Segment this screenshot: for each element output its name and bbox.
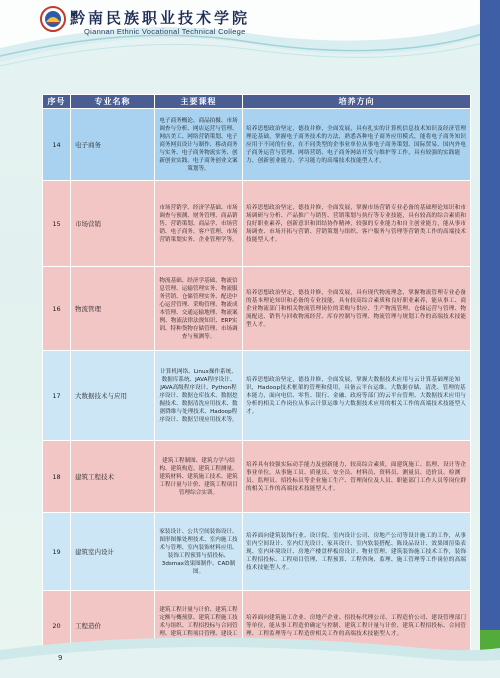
row-number: 17 xyxy=(43,351,71,441)
major-courses: 物流基础、经济学基础、物流信息管理、运输管理实务、物流服务营销、仓储管理实务、配送中心运营管理、采购管理、物流成本管理、交通运输地理、物流案例、物流法律法规知识、ERP实训、特种货物存储管理、市场调查与预测等。 xyxy=(155,267,243,351)
major-name: 物流管理 xyxy=(71,267,155,351)
row-number: 14 xyxy=(43,109,71,181)
training-direction: 培养具有较强实际动手能力及创新能力，较高综合素质，面建筑施工、监理、设计等企事业单位，从事施工员、质量员、安全员、材料员、资料员、测量员、造价员、检测员、监理员、招投标员等企业施工生产、管理岗位及人员、职能部门工作人员等岗位群的相关工作的高端技术技能型人才。 xyxy=(243,441,471,513)
table-row xyxy=(43,267,471,351)
major-name: 工程造价 xyxy=(71,591,155,661)
column-header-courses: 主要课程 xyxy=(155,95,243,109)
row-number: 19 xyxy=(43,513,71,591)
major-name: 建筑室内设计 xyxy=(71,513,155,591)
right-sidebar-decoration xyxy=(480,0,500,678)
major-courses: 建筑工程制图、建筑力学与结构、建筑构造、建筑工程测量、建筑材料、建筑施工技术、建筑工程计量与计价、建筑工程项目管理综合实训。 xyxy=(155,441,243,513)
major-courses: 计算机网络、Linux操作系统、数据库系统、JAVA程序设计、JAVA高级程序设计、Python程序设计、数据仓库技术、数据挖掘技术、数据清洗应用技术、数据降维与处理技术、Hadoop程序设计、数据呈现应用技术等。 xyxy=(155,351,243,441)
table-row xyxy=(43,351,471,441)
column-header-number: 序号 xyxy=(43,95,71,109)
row-number: 18 xyxy=(43,441,71,513)
table-row xyxy=(43,441,471,513)
footer-wave-decoration xyxy=(0,630,500,678)
training-direction: 培养面向建筑施工企业、房地产企业、招投标代理公司、工程造价公司、建设管理部门等单位，能从事工程造价确定与控制、建筑工程计量与计价、建筑工程招投标、合同管理、工程监理等与工程造价相关工作的高端技术技能型人才。 xyxy=(243,591,471,661)
column-header-major: 专业名称 xyxy=(71,95,155,109)
major-name: 大数据技术与应用 xyxy=(71,351,155,441)
training-direction: 培养面向建筑装饰行业、设计院、室内设计公司、房地产公司等设计施工的工作，从事室内空间设计、室内灯光设计、家具设计、室内软装搭配、陈设品设计、效果图渲染表现、室内环境设计、房地产楼盘样板房设计、物业管理、建筑装饰施工技术工作，装饰工程招投标、工程项目管理、工程预算、工程咨询、监理、施工管理等工作岗位的高端技术技能型人才。 xyxy=(243,513,471,591)
table-row xyxy=(43,513,471,591)
table-row xyxy=(43,109,471,181)
column-header-direction: 培养方向 xyxy=(243,95,471,109)
school-logo-icon xyxy=(40,6,66,32)
training-direction: 培养思想政治坚定，德技并修，全面发展，掌握市场营销专业必备的基础理论知识和市场调研与分析、产品推广与销售、营销策划与执行等专业技能，具有较高的综合素质和良好职业素养，创新意识和团结协作精神，较强的专业能力和自主创业能力，能从事市场调查、市场开拓与营销、营销策划与组织、客户服务与管理等营销类工作的高端技术技能型人才。 xyxy=(243,181,471,267)
school-name-chinese: 黔南民族职业技术学院 xyxy=(70,9,251,27)
training-direction: 培养思想政治坚定，德技并修，全面发展，具有扎实的计算机信息技术知识及经济管理理论基础，掌握电子商务技术的方法，熟悉各种电子商务应用模式，能将电子商务知识应用于不同的行业，在不同类型的企事业单位从事电子商务策划、国际贸易、国内外电子商务运营与管理、网络营销、电子商务网站开发与维护等工作，具有较强的实践能力、创新创业能力、学习能力的高端技术技能型人才。 xyxy=(243,109,471,181)
major-courses: 家装设计、公共空间装饰设计、图形图像处理技术、室内施工技术与管理、室内装饰材料应用、装饰工程预算与招投标、3dsmax效果图制作、CAD制图。 xyxy=(155,513,243,591)
training-direction: 培养思想政治坚定，德技并修，全面发展，具有现代物流理念，掌握物流管理专业必备的基本理论知识和必备的专业技能，具有较高综合素质和良好职业素养，能从事工、商企业物流部门和相关物流管理岗位的采购与供应、生产物流管理、仓储运营与管理、物流配送、销售与回收物流经营、库存控制与管理、物流管理与规划工作的高端技术技能型人才。 xyxy=(243,267,471,351)
major-name: 建筑工程技术 xyxy=(71,441,155,513)
row-number: 20 xyxy=(43,591,71,661)
major-courses: 建筑工程计量与计价、建筑工程定额与概预算、建筑工程施工技术与组织、工程招投标与合同管理、建筑工程项目管理、建设工 xyxy=(155,591,243,661)
majors-table xyxy=(42,94,471,661)
table-header-row xyxy=(43,95,471,109)
row-number: 16 xyxy=(43,267,71,351)
major-courses: 电子商务概论、商品拍摄、市场调查与分析、网店运营与管理、网店美工、网络营销策划、电子商务网页设计与制作、移动商务与实务、电子商务物流实务、创新创业实践、电子商务创业文案策划等。 xyxy=(155,109,243,181)
school-name-english: Qiannan Ethnic Vocational Technical College xyxy=(84,27,246,36)
major-name: 市场营销 xyxy=(71,181,155,267)
table-row xyxy=(43,181,471,267)
sidebar-blue-band xyxy=(480,0,500,630)
major-name: 电子商务 xyxy=(71,109,155,181)
row-number: 15 xyxy=(43,181,71,267)
page-number: 9 xyxy=(58,654,63,662)
training-direction: 培养思想政治坚定，德技并修，全面发展，掌握大数据技术应用与云计算基础理论知识，Hadoop技术框架的管理和使用，具备云平台运维、大数据存储、清洗、管理的基本能力，面向电信、零售、银行、金融、政府等部门的云平台管理、大数据技术应用与分析的相关工作岗位从事云计算运维与大数据技术应用的相关工作的高端技术技能型人才。 xyxy=(243,351,471,441)
majors-table-container xyxy=(42,94,470,661)
major-courses: 市场营销学、经济学基础、市场调查与预测、财务管理、商品销售、营销策划、商品学、市场营销、电子商务、客户管理、市场营销策划实务、企业管理学等。 xyxy=(155,181,243,267)
